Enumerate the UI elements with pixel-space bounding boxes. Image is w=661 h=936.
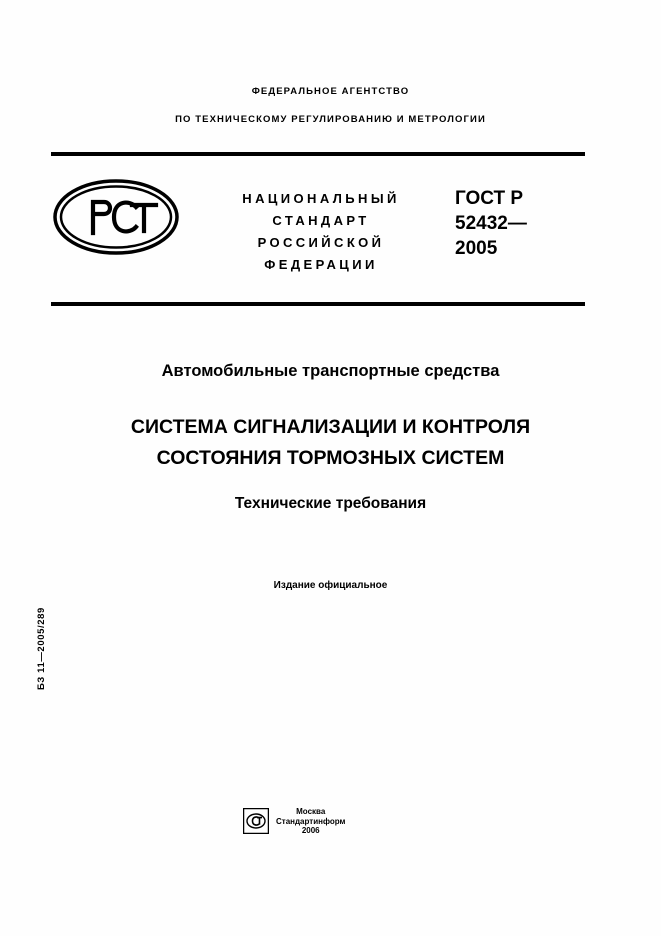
divider-bottom — [51, 302, 585, 306]
standard-line-4: ФЕДЕРАЦИИ — [264, 257, 378, 272]
standard-line-1: НАЦИОНАЛЬНЫЙ — [242, 191, 400, 206]
gost-number-block — [455, 186, 635, 261]
agency-line-1: ФЕДЕРАЛЬНОЕ АГЕНТСТВО — [251, 86, 410, 97]
publisher-block — [243, 806, 443, 836]
publisher-year: 2006 — [301, 826, 320, 835]
standard-type-block — [205, 188, 437, 276]
gost-r-emblem-icon — [52, 178, 180, 256]
divider-top — [51, 152, 585, 156]
side-code: БЗ 11—2005/289 — [36, 607, 47, 690]
document-title-line-1: СИСТЕМА СИГНАЛИЗАЦИИ И КОНТРОЛЯ — [130, 416, 531, 438]
gost-line-1: ГОСТ Р — [455, 188, 524, 209]
gost-line-3: 2005 — [455, 238, 498, 259]
publisher-city: Москва — [296, 807, 326, 816]
standard-line-3: РОССИЙСКОЙ — [257, 235, 385, 250]
gost-line-2: 52432— — [455, 213, 527, 234]
agency-header — [50, 86, 611, 125]
document-title — [50, 412, 611, 474]
document-title-third: Технические требования — [234, 495, 427, 512]
standard-line-2: СТАНДАРТ — [272, 213, 370, 228]
edition-note: Издание официальное — [273, 580, 388, 591]
document-subtitle: Автомобильные транспортные средства — [161, 362, 500, 380]
standartinform-logo-icon — [243, 808, 269, 834]
publisher-name: Стандартинформ — [276, 816, 346, 826]
document-title-line-2: СОСТОЯНИЯ ТОРМОЗНЫХ СИСТЕМ — [156, 447, 505, 469]
publisher-text — [276, 806, 345, 836]
agency-line-2: ПО ТЕХНИЧЕСКОМУ РЕГУЛИРОВАНИЮ И МЕТРОЛОГИИ — [175, 114, 486, 125]
